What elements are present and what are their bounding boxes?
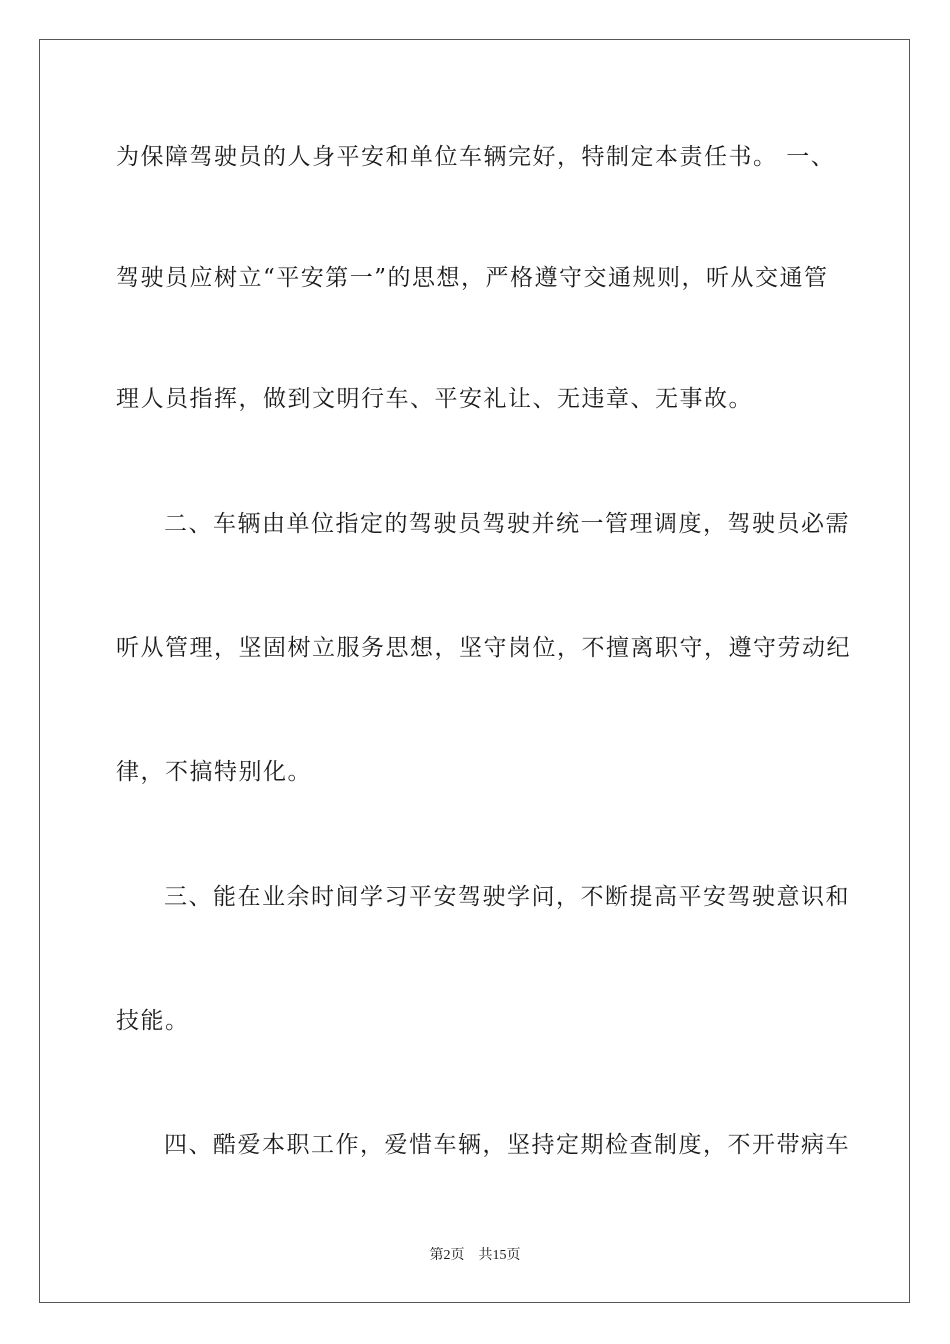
body-line-7: 三、能在业余时间学习平安驾驶学问，不断提高平安驾驶意识和 [164,884,850,910]
page-footer [0,1247,950,1265]
body-line-2: 驾驶员应树立“平安第一”的思想，严格遵守交通规则，听从交通管 [116,265,829,291]
body-line-8: 技能。 [116,1008,190,1034]
page-border [39,39,910,1303]
body-line-9: 四、酷爱本职工作，爱惜车辆，坚持定期检查制度，不开带病车 [164,1132,850,1158]
body-line-5: 听从管理，坚固树立服务思想，坚守岗位，不擅离职守，遵守劳动纪 [116,635,851,661]
page-total: 共15页 [478,1248,521,1263]
body-line-4: 二、车辆由单位指定的驾驶员驾驶并统一管理调度，驾驶员必需 [164,511,850,537]
body-line-3: 理人员指挥，做到文明行车、平安礼让、无违章、无事故。 [116,386,753,412]
body-line-1: 为保障驾驶员的人身平安和单位车辆完好，特制定本责任书。 一、 [116,144,836,170]
page-number: 第2页 [429,1248,465,1263]
body-line-6: 律，不搞特别化。 [116,759,312,785]
